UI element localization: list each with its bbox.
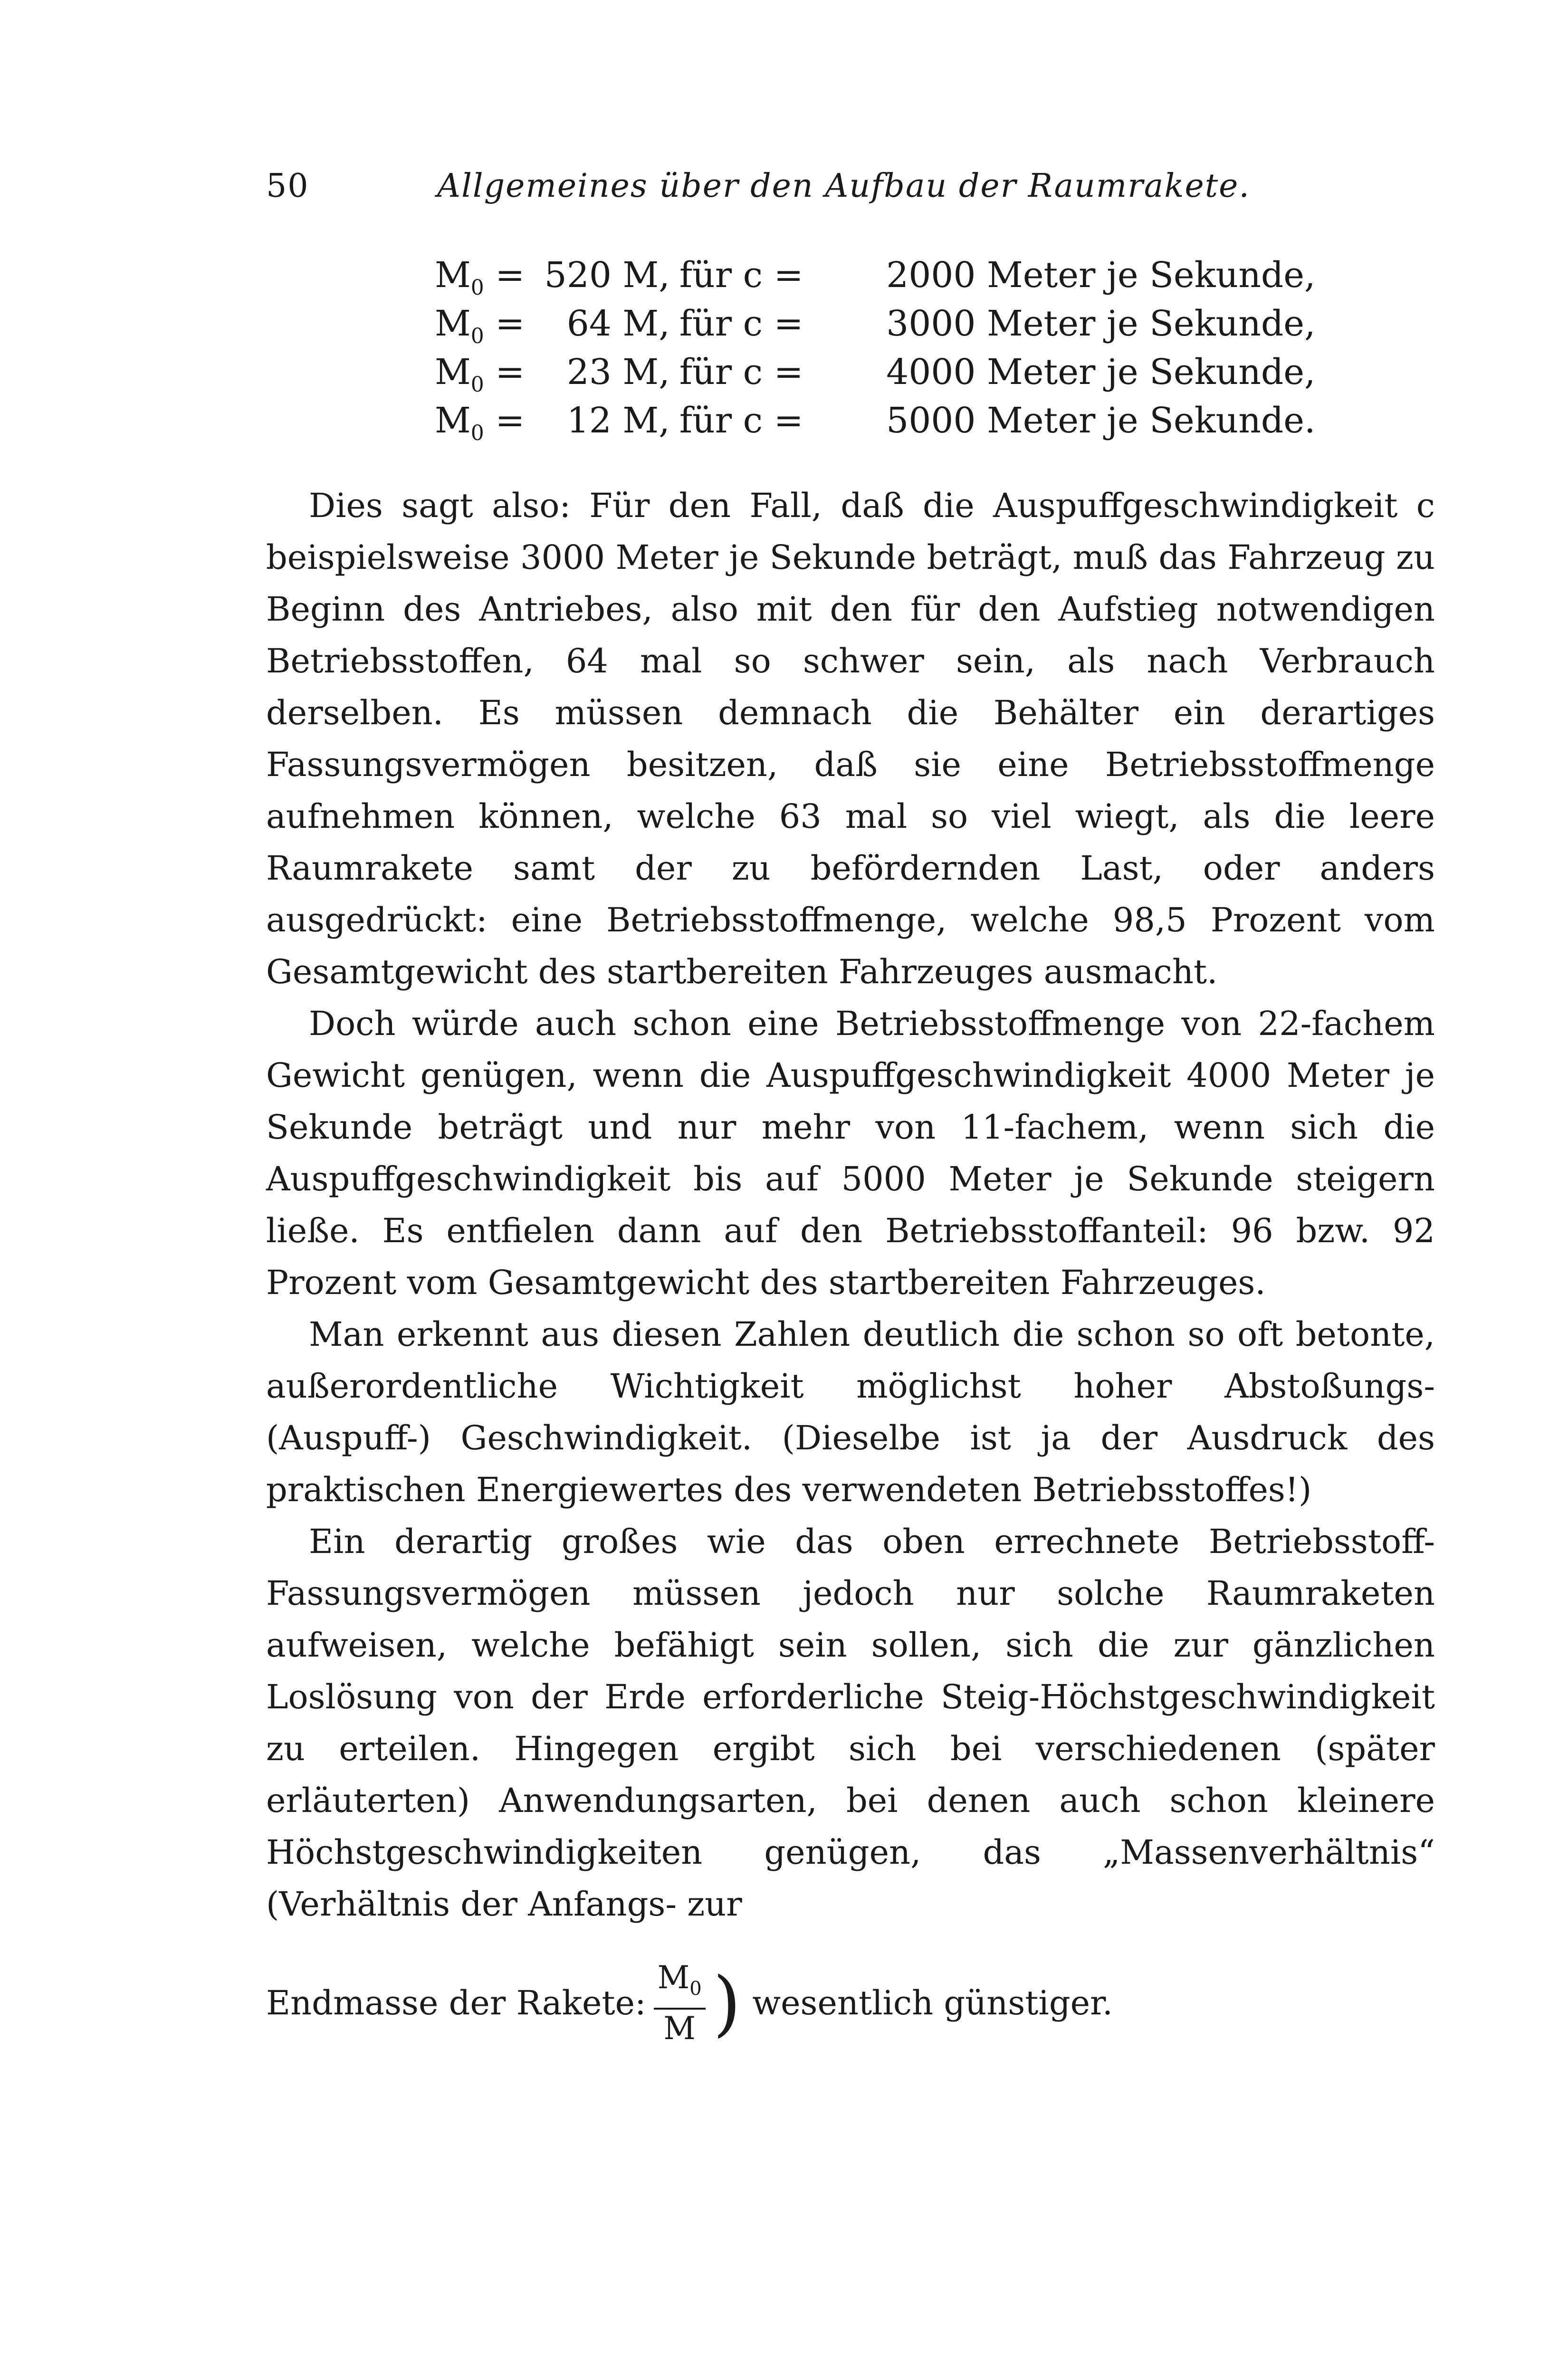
mass-ratio-formulas [435,255,1338,449]
formula-velocity: 4000 Meter je Sekunde, [886,352,1316,393]
formula-lhs: $M_0$ = [435,400,525,445]
page-number: 50 [266,167,309,205]
formula-mass: 520 M, [544,255,670,296]
formula-velocity-label: für c = [679,255,803,296]
formula-lhs: $M_0$ = [435,303,525,348]
paragraph: Doch würde auch schon eine Betriebsstoffmenge von 22-fachem Gewicht genügen, wenn die Auspuffgeschwindigkeit 4000 Meter je Sekunde beträgt und nur mehr von 11-fachem, wenn sich die Auspuffgeschwindigkeit bis auf 5000 Meter je Sekunde steigern ließe. Es entfielen dann auf den Betriebsstoffanteil: 96 bzw. 92 Prozent vom Gesamtgewicht des startbereiten Fahrzeuges. [266,1004,1435,1302]
formula-mass: 12 M, [566,400,670,441]
formula-mass: 64 M, [566,303,670,344]
paragraph: Dies sagt also: Für den Fall, daß die Auspuffgeschwindigkeit c beispielsweise 3000 Meter je Sekunde beträgt, muß das Fahrzeug zu Beginn des Antriebes, also mit den für den Aufstieg notwendigen Betriebsstoffen, 64 mal so schwer sein, als nach Verbrauch derselben. Es müssen demnach die Behälter ein derartiges Fassungsvermögen besitzen, daß sie eine Betriebsstoffmenge aufnehmen können, welche 63 mal so viel wiegt, als die leere Raumrakete samt der zu befördernden Last, oder anders ausgedrückt: eine Betriebsstoffmenge, welche 98,5 Prozent vom Gesamtgewicht des startbereiten Fahrzeuges ausmacht. [266,486,1435,991]
formula-velocity-label: für c = [679,352,803,393]
body-text [266,480,1435,2048]
formula-velocity: 5000 Meter je Sekunde. [886,400,1316,441]
fraction-numerator: $M_0$ [654,1959,706,2010]
formula-row [435,303,1338,352]
formula-velocity: 3000 Meter je Sekunde, [886,303,1316,344]
mass-ratio-fraction [654,1959,706,2048]
formula-mass: 23 M, [566,352,670,393]
closing-text-after: wesentlich günstiger. [752,1983,1113,2023]
paragraph: Man erkennt aus diesen Zahlen deutlich die schon so oft betonte, außerordentliche Wichtigkeit möglichst hoher Abstoßungs- (Auspuff-) Geschwindigkeit. (Dieselbe ist ja der Ausdruck des praktischen Energiewertes des verwendeten Betriebsstoffes!) [266,1315,1435,1509]
closing-parenthesis: ) [713,1962,741,2045]
formula-velocity-label: für c = [679,400,803,441]
formula-velocity: 2000 Meter je Sekunde, [886,255,1316,296]
closing-text-before: Endmasse der Rakete: [266,1983,646,2023]
formula-velocity-label: für c = [679,303,803,344]
running-title: Allgemeines über den Aufbau der Raumrakete. [437,167,1250,205]
paragraph: Ein derartig großes wie das oben errechnete Betriebsstoff-Fassungsvermögen müssen jedoch nur solche Raumraketen aufweisen, welche befähigt sein sollen, sich die zur gänzlichen Loslösung von der Erde erforderliche Steig-Höchstgeschwindigkeit zu erteilen. Hingegen ergibt sich bei verschiedenen (später erläuterten) Anwendungsarten, bei denen auch schon kleinere Höchstgeschwindigkeiten genügen, das „Massenverhältnis“ (Verhältnis der Anfangs- zur [266,1522,1435,1924]
formula-lhs: $M_0$ = [435,255,525,300]
formula-lhs: $M_0$ = [435,352,525,397]
page-header [266,167,1378,224]
formula-row [435,400,1338,449]
formula-row [435,352,1338,400]
closing-line [266,1959,1435,2048]
formula-row [435,255,1338,303]
fraction-denominator: M [663,2010,696,2047]
